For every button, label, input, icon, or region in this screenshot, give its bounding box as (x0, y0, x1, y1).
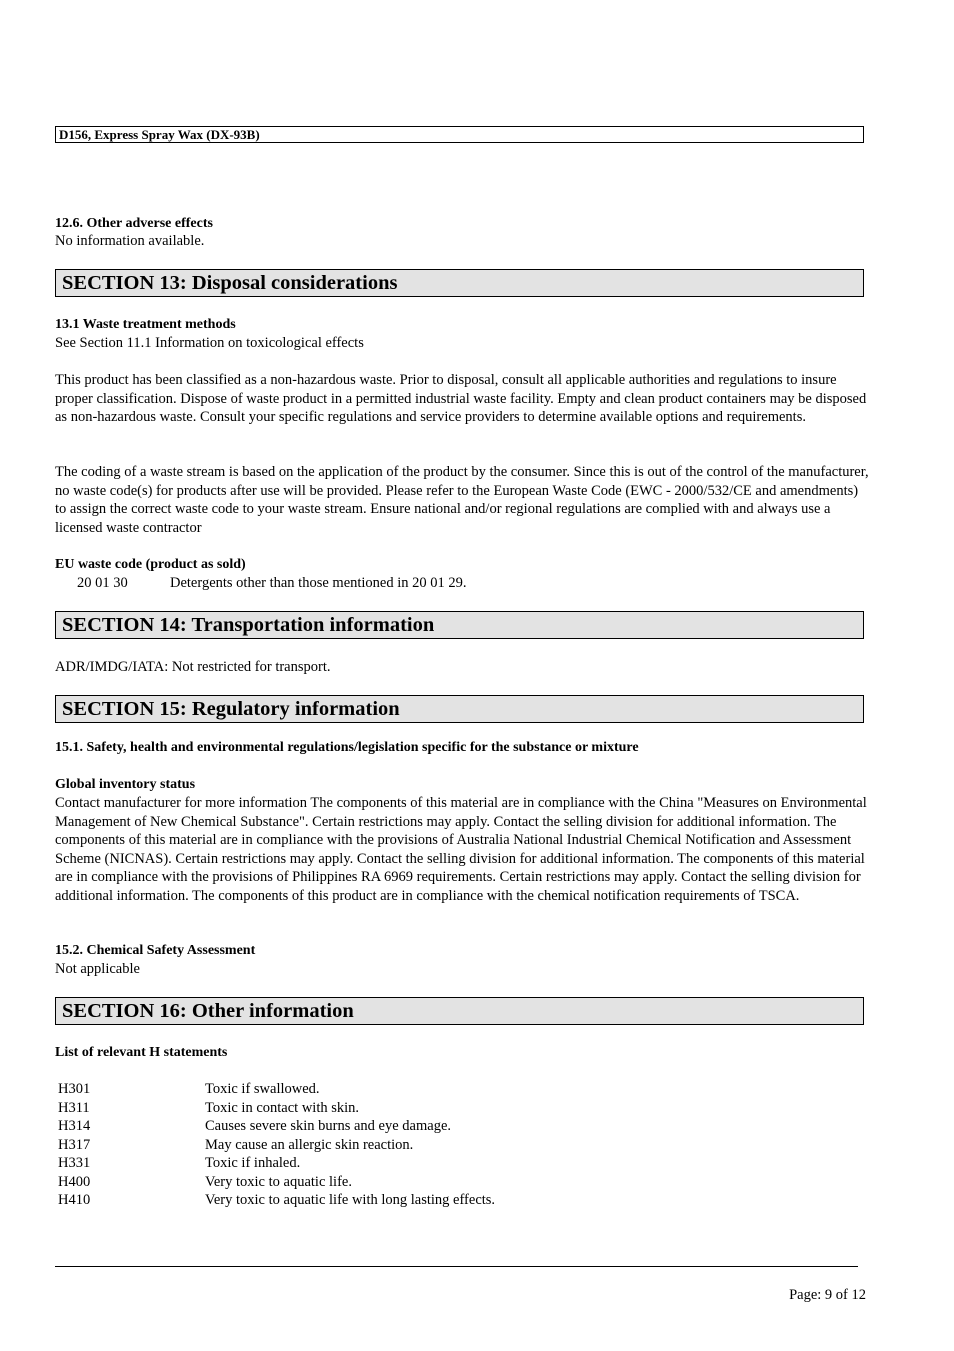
h-text: Very toxic to aquatic life. (205, 1173, 352, 1190)
table-row (55, 1099, 495, 1118)
subsection-text-12-6: No information available. (55, 233, 205, 249)
disposal-paragraph: This product has been classified as a non-hazardous waste. Prior to disposal, consult all applicable authorities and regulations to insure proper classification. Dispose of waste product in a permitted industrial waste facility. Empty and clean product containers may be disposed as non-hazardous waste. Consult your specific regulations and service providers to determine available options and requirements. (55, 372, 867, 425)
h-code: H331 (58, 1155, 91, 1171)
table-row (55, 1136, 495, 1155)
table-row (55, 1191, 495, 1210)
subsection-title-15-2: 15.2. Chemical Safety Assessment (55, 943, 256, 958)
eu-waste-code-description: Detergents other than those mentioned in 20 01 29. (170, 575, 467, 591)
h-text: Toxic in contact with skin. (205, 1099, 360, 1116)
waste-coding-paragraph: The coding of a waste stream is based on the application of the product by the consumer. Since this is out of the control of the manufacturer, no waste code(s) for products after use will be provided. Please refer to the European Waste Code (EWC - 2000/532/CE and amendments) to assign the correct waste code to your waste stream. Ensure national and/or regional regulations are complied with and always use a licensed waste contractor (55, 464, 869, 536)
h-text: May cause an allergic skin reaction. (205, 1136, 414, 1153)
h-code: H311 (58, 1099, 90, 1116)
global-inventory-title: Global inventory status (55, 777, 196, 792)
h-code: H314 (58, 1118, 91, 1134)
subsection-title-15-1: 15.1. Safety, health and environmental regulations/legislation specific for the substance or mixture (55, 740, 639, 755)
eu-waste-code-title: EU waste code (product as sold) (55, 557, 246, 572)
section-14-title: SECTION 14: Transportation information (62, 614, 435, 636)
document-header (55, 126, 864, 143)
h-text: Very toxic to aquatic life with long lasting effects. (205, 1192, 496, 1208)
section-13-heading (55, 269, 864, 297)
h-text: Causes severe skin burns and eye damage. (205, 1118, 452, 1134)
subsection-title-12-6: 12.6. Other adverse effects (55, 216, 213, 231)
h-text: Toxic if inhaled. (205, 1155, 301, 1171)
section-15-title: SECTION 15: Regulatory information (62, 698, 400, 720)
table-row (55, 1154, 495, 1173)
section-14-heading (55, 611, 864, 639)
table-row (55, 1173, 495, 1192)
h-statements-table (55, 1080, 495, 1210)
table-row (55, 1117, 495, 1136)
h-code: H317 (58, 1136, 91, 1153)
h-text: Toxic if swallowed. (205, 1081, 320, 1097)
subsection-title-13-1: 13.1 Waste treatment methods (55, 317, 236, 332)
section-16-title: SECTION 16: Other information (62, 1000, 354, 1022)
section-15-heading (55, 695, 864, 723)
table-row (55, 1080, 495, 1099)
h-statements-title: List of relevant H statements (55, 1045, 228, 1060)
h-code: H400 (58, 1173, 91, 1190)
page-number: Page: 9 of 12 (789, 1287, 866, 1303)
h-code: H301 (58, 1081, 91, 1097)
section-13-title: SECTION 13: Disposal considerations (62, 272, 398, 294)
section-16-heading (55, 997, 864, 1025)
subsection-text-15-2: Not applicable (55, 961, 140, 977)
h-code: H410 (58, 1192, 91, 1208)
subsection-text-13-1: See Section 11.1 Information on toxicological effects (55, 335, 364, 351)
eu-waste-code: 20 01 30 (77, 575, 128, 591)
product-name: D156, Express Spray Wax (DX-93B) (59, 127, 260, 142)
transport-text: ADR/IMDG/IATA: Not restricted for transport. (55, 659, 331, 675)
global-inventory-text: Contact manufacturer for more information The components of this material are in compliance with the China "Measures on Environmental Management of New Chemical Substance". Certain restrictions may apply. Contact the selling division for additional information. The components of this material are in compliance with the provisions of Australia National Industrial Chemical Notification and Assessment Scheme (NICNAS). Certain restrictions may apply. Contact the selling division for additional information. The components of this material are in compliance with the provisions of Philippines RA 6969 requirements. Certain restrictions may apply. Contact the selling division for additional information. The components of this product are in compliance with the chemical notification requirements of TSCA. (55, 795, 867, 904)
footer-divider (55, 1266, 858, 1267)
